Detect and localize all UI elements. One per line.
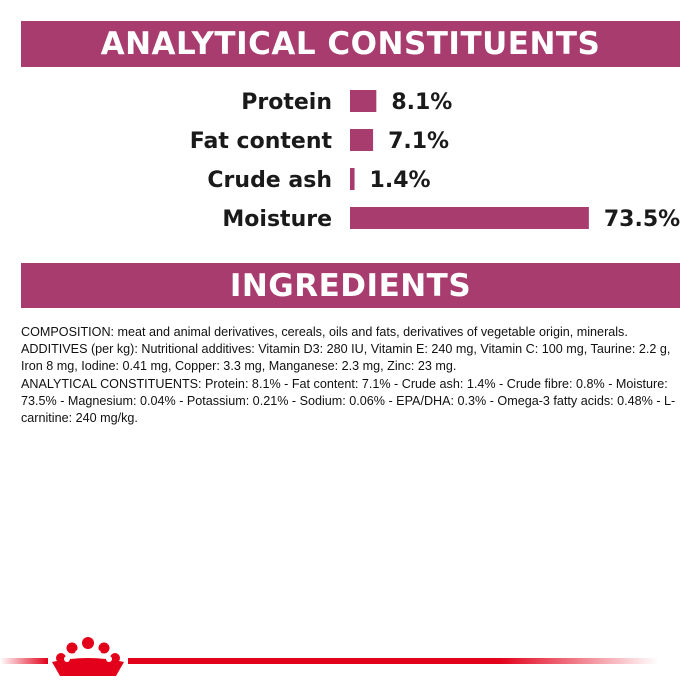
analytical-constituents-paragraph: ANALYTICAL CONSTITUENTS: Protein: 8.1% - Fat content: 7.1% - Crude ash: 1.4% - Crude fibre: 0.8% - Moisture: 73.5% - Magnesium: 0.04% - Potassium: 0.21% - Sodium: 0.06% - EPA/DHA: 0.3% - Omega-3 fatty acids: 0.48% - L-carnitine: 240 mg/kg. — [21, 376, 676, 426]
footer-line-right — [128, 658, 658, 664]
bar-fat-content — [350, 129, 373, 151]
value-label-moisture: 73.5% — [603, 207, 681, 232]
bar-crude-ash — [350, 168, 355, 190]
value-label-protein: 8.1% — [391, 90, 453, 115]
value-label-fat-content: 7.1% — [388, 129, 450, 154]
bar-moisture — [350, 207, 589, 229]
footer-line-left — [0, 658, 48, 664]
ingredients-text — [21, 324, 681, 427]
analytical-constituents-title: ANALYTICAL CONSTITUENTS — [100, 26, 601, 62]
bar-protein — [350, 90, 376, 112]
analytical-constituents-chart — [0, 80, 700, 250]
additives-paragraph: ADDITIVES (per kg): Nutritional additives: Vitamin D3: 280 IU, Vitamin E: 240 mg, Vitamin C: 100 mg, Taurine: 2.2 g, Iron 8 mg, Iodine: 0.41 mg, Copper: 3.3 mg, Manganese: 2.3 mg, Zinc: 23 mg. — [21, 342, 671, 374]
composition-paragraph: COMPOSITION: meat and animal derivatives, cereals, oils and fats, derivatives of vegetable origin, minerals. — [21, 325, 628, 339]
analytical-constituents-banner — [21, 21, 680, 67]
crown-icon — [52, 637, 124, 676]
ingredients-title: INGREDIENTS — [229, 267, 472, 304]
value-label-crude-ash: 1.4% — [369, 168, 431, 193]
category-label-moisture: Moisture — [222, 207, 332, 232]
ingredients-banner — [21, 263, 680, 308]
footer-band — [0, 628, 700, 700]
category-label-crude-ash: Crude ash — [207, 168, 332, 193]
category-label-fat-content: Fat content — [189, 129, 332, 154]
category-label-protein: Protein — [241, 90, 332, 115]
